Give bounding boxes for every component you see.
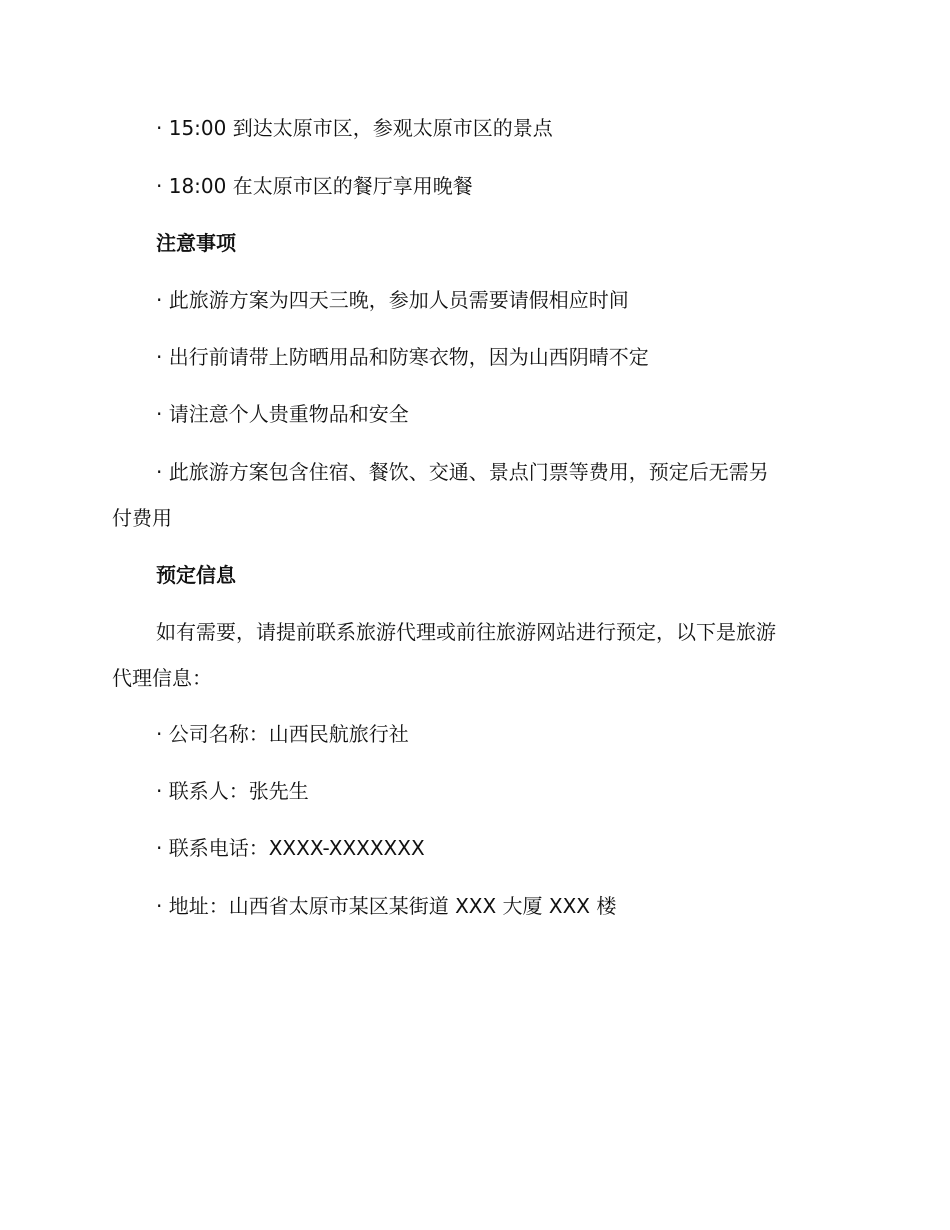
notes-item-duration: · 此旅游方案为四天三晚，参加人员需要请假相应时间 <box>156 288 629 312</box>
booking-item-phone: · 联系电话：XXXX-XXXXXXX <box>156 836 425 860</box>
notes-heading: 注意事项 <box>156 231 236 255</box>
schedule-item-1800: · 18:00 在太原市区的餐厅享用晚餐 <box>156 174 473 198</box>
booking-intro-line-2: 代理信息： <box>112 666 212 690</box>
notes-item-fees-line-1: · 此旅游方案包含住宿、餐饮、交通、景点门票等费用，预定后无需另 <box>156 460 769 484</box>
notes-item-fees-line-2: 付费用 <box>112 506 172 530</box>
notes-item-safety: · 请注意个人贵重物品和安全 <box>156 402 409 426</box>
booking-heading: 预定信息 <box>156 563 236 587</box>
booking-item-contact: · 联系人：张先生 <box>156 779 309 803</box>
schedule-item-1500: · 15:00 到达太原市区，参观太原市区的景点 <box>156 116 553 140</box>
booking-item-address: · 地址：山西省太原市某区某街道 XXX 大厦 XXX 楼 <box>156 894 617 918</box>
notes-item-clothing: · 出行前请带上防晒用品和防寒衣物，因为山西阴晴不定 <box>156 345 649 369</box>
booking-intro-line-1: 如有需要，请提前联系旅游代理或前往旅游网站进行预定，以下是旅游 <box>156 620 776 644</box>
booking-item-company: · 公司名称：山西民航旅行社 <box>156 722 409 746</box>
